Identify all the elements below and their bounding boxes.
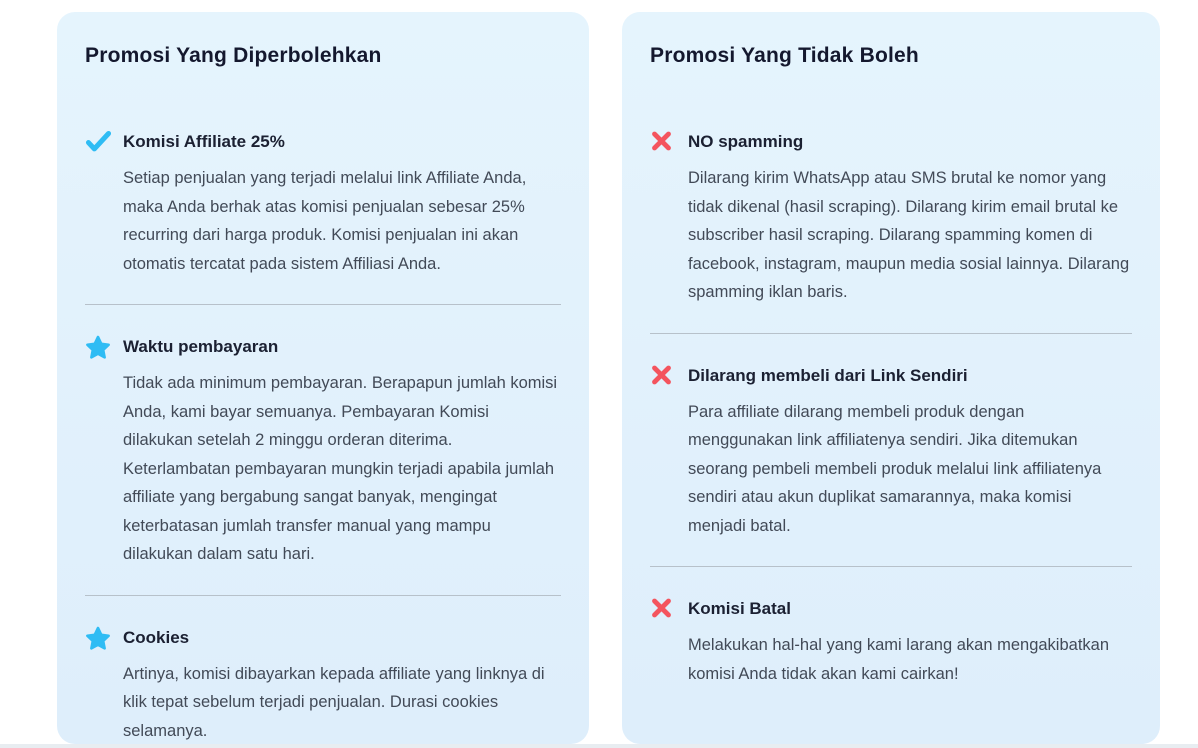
allowed-card-title: Promosi Yang Diperbolehkan — [85, 44, 382, 67]
item-body: Para affiliate dilarang membeli produk dengan menggunakan link affiliatenya sendiri. Jika ditemukan seorang pembeli membeli produk melalui link affiliatenya sendiri atau akun duplikat samarannya, maka komisi menjadi batal. — [688, 402, 1102, 535]
divider — [85, 304, 561, 305]
item-body: Tidak ada minimum pembayaran. Berapapun jumlah komisi Anda, kami bayar semuanya. Pembayaran Komisi dilakukan setelah 2 minggu orderan diterima. Keterlambatan pembayaran mungkin terjadi apabila jumlah affiliate yang bergabung sangat banyak, mengingat keterbatasan jumlah transfer manual yang mampu dilakukan dalam satu hari. — [123, 374, 558, 563]
item-heading: Komisi Batal — [688, 599, 791, 618]
list-item-no-spamming — [650, 130, 1132, 307]
allowed-promotions-card — [57, 12, 589, 744]
item-heading: Komisi Affiliate 25% — [123, 132, 285, 151]
disallowed-card-title: Promosi Yang Tidak Boleh — [650, 44, 919, 67]
list-item-cookies — [85, 626, 561, 746]
check-icon — [85, 130, 123, 154]
item-body: Dilarang kirim WhatsApp atau SMS brutal ke nomor yang tidak dikenal (hasil scraping). Dilarang kirim email brutal ke subscriber hasil scraping. Dilarang spamming komen di facebook, instagram, maupun media sosial lainnya. Dilarang spamming iklan baris. — [688, 169, 1130, 301]
divider — [650, 566, 1132, 567]
item-heading: NO spamming — [688, 132, 804, 151]
item-body: Setiap penjualan yang terjadi melalui link Affiliate Anda, maka Anda berhak atas komisi penjualan sebesar 25% recurring dari harga produk. Komisi penjualan ini akan otomatis tercatat pada sistem Affiliasi Anda. — [123, 169, 527, 273]
cross-icon — [650, 364, 688, 386]
list-item-dilarang-link-sendiri — [650, 364, 1132, 541]
next-section-top-edge — [0, 744, 1198, 748]
item-body: Melakukan hal-hal yang kami larang akan mengakibatkan komisi Anda tidak akan kami cairkan! — [688, 636, 1109, 683]
star-icon — [85, 626, 123, 651]
cross-icon — [650, 130, 688, 152]
cross-icon — [650, 597, 688, 619]
list-item-waktu-pembayaran — [85, 335, 561, 569]
item-heading: Cookies — [123, 627, 190, 647]
divider — [650, 333, 1132, 334]
item-body: Artinya, komisi dibayarkan kepada affiliate yang linknya di klik tepat sebelum terjadi penjualan. Durasi cookies selamanya. — [123, 664, 545, 740]
list-item-komisi-affiliate — [85, 130, 561, 278]
divider — [85, 595, 561, 596]
item-heading: Waktu pembayaran — [123, 337, 279, 356]
disallowed-promotions-card — [622, 12, 1160, 744]
list-item-komisi-batal — [650, 597, 1132, 688]
star-icon — [85, 335, 123, 360]
item-heading: Dilarang membeli dari Link Sendiri — [688, 365, 968, 385]
